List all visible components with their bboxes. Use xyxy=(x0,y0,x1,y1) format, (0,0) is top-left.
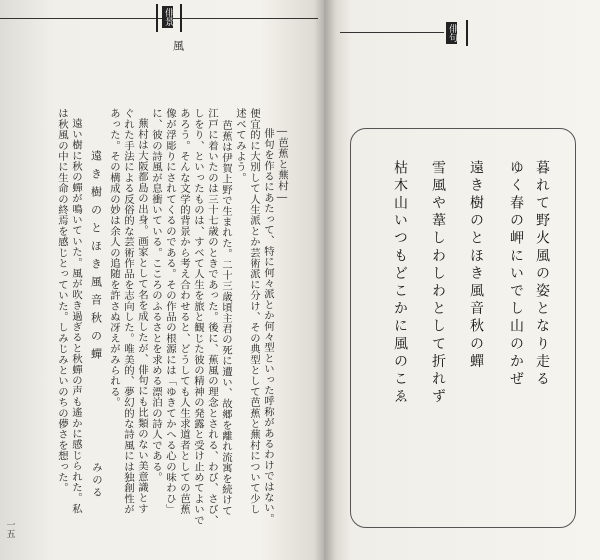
body-line: 蕪村は大阪都島の出身。画家として名を成したが、俳句にも比類のない美意識とす xyxy=(135,118,148,514)
body-line: 江戸に着いたのは三十七歳のときであった。後に、蕉風の理念とされる、わび、さび、 xyxy=(205,108,218,526)
haiku-line: 雪風や葦しわしわとして折れず xyxy=(430,160,446,407)
page-title: 風 xyxy=(171,40,185,54)
left-tag-bar-2 xyxy=(180,4,182,32)
book-gutter xyxy=(314,0,336,560)
body-line: ぐれた手法による反俗的な芸術作品を志向した。唯美的、夢幻的な詩風には独創性が xyxy=(121,108,134,515)
body-line: 述べてみよう。 xyxy=(233,108,246,183)
left-header-rule xyxy=(0,18,318,19)
body-line: しをり、といったものは、すべて人生を旅と観じた彼の精神の発露と受け止めてよいで xyxy=(191,108,204,526)
haiku-line: ゆく春の岬にいでし山のかぜ xyxy=(508,160,524,389)
body-line: は秋風の中に生命の終焉を感じとっていた。しみじみといのちの儚さを想った。 xyxy=(55,108,68,494)
body-line: に、彼の詩風が息衝いている。こころのふるさとを求める漂泊の詩人である。 xyxy=(149,108,162,483)
body-line: 便宜的に大別して人生派とか芸術派に分け、その典型として芭蕉と蕪村について少し xyxy=(247,108,260,515)
body-line: あった。その構成の妙は余人の追随を許さぬ冴えがみられる。 xyxy=(107,108,120,408)
haiku-line: 遠き樹のとほき風音秋の蟬 xyxy=(468,160,484,372)
body-line: 芭蕉は伊賀上野で生まれた。二十三歳頃主君の死に遭い、故郷を離れ流寓を続けて xyxy=(219,120,232,516)
page-number: 一五 xyxy=(4,520,15,539)
body-line: あろう。そんな文学的背景から考え合わせると、どうしても人生求道者としての芭蕉 xyxy=(177,108,190,515)
left-tag-bar xyxy=(156,4,158,32)
body-line: 像が浮彫りにされてくるのである。その作品の根源には「ゆきてかへる心の味わひ」 xyxy=(163,108,176,515)
body-line: 遠い樹に秋の蟬が鳴いていた。風が吹き過ぎると秋蟬の声も遙かに感じられた。私 xyxy=(69,118,82,514)
haiku-line: 枯木山いつもどこかに風のこゑ xyxy=(392,160,408,407)
right-header-rule xyxy=(340,32,444,33)
haiku-author: みのる xyxy=(89,462,102,500)
section-heading: ―芭蕉と蕪村― xyxy=(275,125,288,204)
quoted-haiku: 遠き樹のとほき風音秋の蟬 xyxy=(89,150,103,366)
body-line: 俳句を作るにあたって、特に何々派とか何々型といった呼称があるわけではない。 xyxy=(261,128,274,524)
right-header-tag: 俳句 xyxy=(447,24,457,42)
left-header-tag: 俳景 xyxy=(163,8,173,26)
right-tag-bar xyxy=(466,20,468,46)
haiku-line: 暮れて野火風の姿となり走る xyxy=(534,160,550,389)
